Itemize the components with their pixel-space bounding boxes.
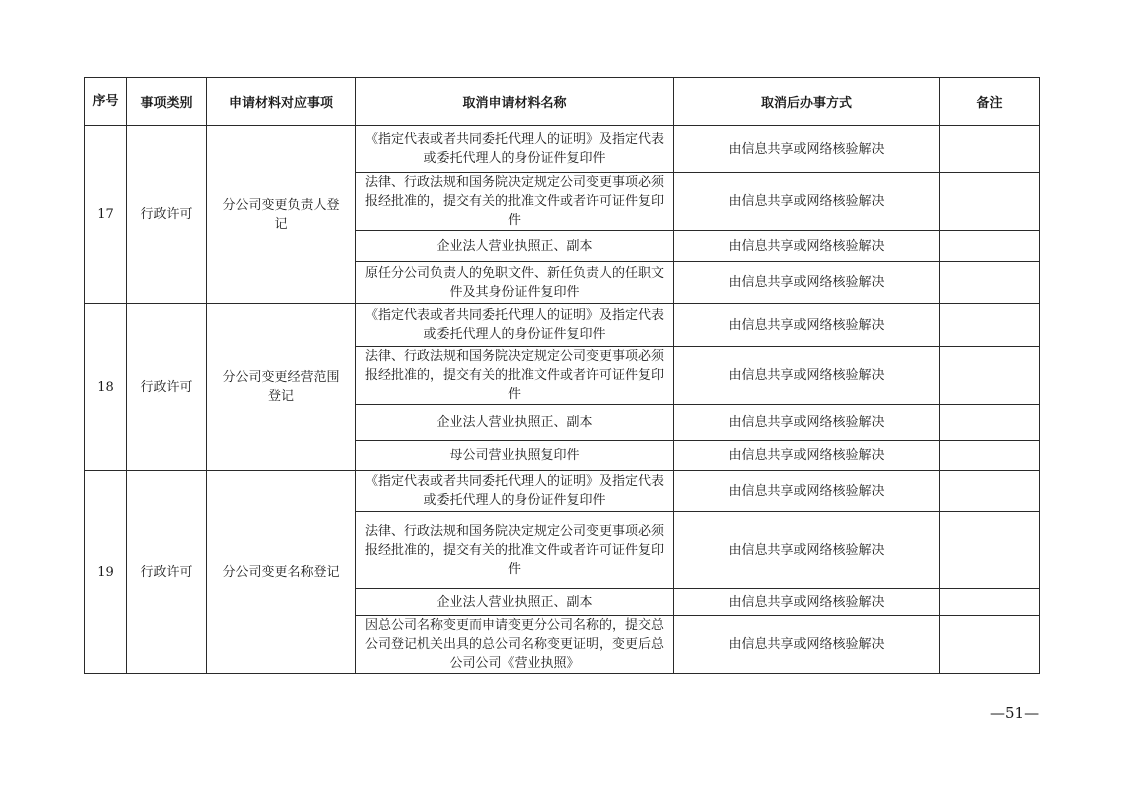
- page-number: —51—: [990, 704, 1040, 722]
- note: [940, 347, 1040, 405]
- material-name: 法律、行政法规和国务院决定规定公司变更事项必须报经批准的，提交有关的批准文件或者许可证件复印件: [356, 512, 674, 589]
- row-item: 分公司变更负责人登记: [207, 126, 356, 304]
- header-material: 取消申请材料名称: [356, 78, 674, 126]
- note: [940, 262, 1040, 304]
- material-name: 原任分公司负责人的免职文件、新任负责人的任职文件及其身份证件复印件: [356, 262, 674, 304]
- header-category: 事项类别: [127, 78, 207, 126]
- handling-method: 由信息共享或网络核验解决: [674, 304, 940, 347]
- note: [940, 589, 1040, 616]
- row-item: 分公司变更名称登记: [207, 471, 356, 674]
- handling-method: 由信息共享或网络核验解决: [674, 231, 940, 262]
- note: [940, 126, 1040, 173]
- handling-method: 由信息共享或网络核验解决: [674, 405, 940, 441]
- material-name: 企业法人营业执照正、副本: [356, 589, 674, 616]
- row-item: 分公司变更经营范围登记: [207, 304, 356, 471]
- note: [940, 304, 1040, 347]
- table-row: [85, 471, 1040, 512]
- note: [940, 173, 1040, 231]
- handling-method: 由信息共享或网络核验解决: [674, 589, 940, 616]
- material-name: 《指定代表或者共同委托代理人的证明》及指定代表或委托代理人的身份证件复印件: [356, 304, 674, 347]
- table-row: [85, 304, 1040, 347]
- header-note: 备注: [940, 78, 1040, 126]
- row-number: 17: [85, 126, 127, 304]
- handling-method: 由信息共享或网络核验解决: [674, 126, 940, 173]
- handling-method: 由信息共享或网络核验解决: [674, 441, 940, 471]
- material-name: 企业法人营业执照正、副本: [356, 405, 674, 441]
- header-item: 申请材料对应事项: [207, 78, 356, 126]
- material-name: 法律、行政法规和国务院决定规定公司变更事项必须报经批准的，提交有关的批准文件或者许可证件复印件: [356, 173, 674, 231]
- row-number: 19: [85, 471, 127, 674]
- material-name: 因总公司名称变更而申请变更分公司名称的，提交总公司登记机关出具的总公司名称变更证明，变更后总公司公司《营业执照》: [356, 616, 674, 674]
- note: [940, 512, 1040, 589]
- handling-method: 由信息共享或网络核验解决: [674, 173, 940, 231]
- material-name: 法律、行政法规和国务院决定规定公司变更事项必须报经批准的，提交有关的批准文件或者许可证件复印件: [356, 347, 674, 405]
- row-category: 行政许可: [127, 126, 207, 304]
- note: [940, 405, 1040, 441]
- handling-method: 由信息共享或网络核验解决: [674, 471, 940, 512]
- header-method: 取消后办事方式: [674, 78, 940, 126]
- note: [940, 616, 1040, 674]
- table-row: [85, 126, 1040, 173]
- material-name: 企业法人营业执照正、副本: [356, 231, 674, 262]
- row-category: 行政许可: [127, 304, 207, 471]
- materials-table: [84, 77, 1040, 674]
- material-name: 《指定代表或者共同委托代理人的证明》及指定代表或委托代理人的身份证件复印件: [356, 126, 674, 173]
- handling-method: 由信息共享或网络核验解决: [674, 616, 940, 674]
- note: [940, 471, 1040, 512]
- material-name: 《指定代表或者共同委托代理人的证明》及指定代表或委托代理人的身份证件复印件: [356, 471, 674, 512]
- handling-method: 由信息共享或网络核验解决: [674, 512, 940, 589]
- handling-method: 由信息共享或网络核验解决: [674, 262, 940, 304]
- header-row: [85, 78, 1040, 126]
- note: [940, 231, 1040, 262]
- row-number: 18: [85, 304, 127, 471]
- header-number: 序号: [85, 78, 127, 126]
- row-category: 行政许可: [127, 471, 207, 674]
- note: [940, 441, 1040, 471]
- material-name: 母公司营业执照复印件: [356, 441, 674, 471]
- handling-method: 由信息共享或网络核验解决: [674, 347, 940, 405]
